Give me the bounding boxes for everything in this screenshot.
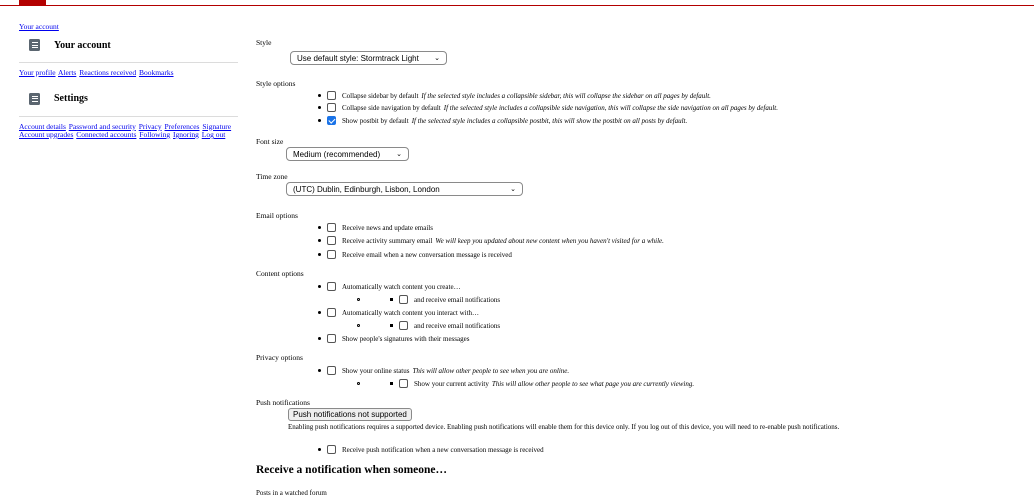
option-text: Collapse sidebar by default bbox=[342, 91, 419, 100]
option-show-postbit bbox=[318, 116, 687, 125]
link-account-upgrades[interactable]: Account upgrades bbox=[19, 130, 74, 139]
push-notifications-label: Push notifications bbox=[256, 398, 310, 407]
option-text: Show postbit by default bbox=[342, 116, 409, 125]
chevron-down-icon: ⌄ bbox=[434, 55, 440, 62]
link-preferences[interactable]: Preferences bbox=[164, 121, 200, 131]
bullet bbox=[318, 119, 321, 122]
option-online-status bbox=[318, 366, 569, 375]
settings-heading: Settings bbox=[54, 93, 88, 104]
option-text: Receive email when a new conversation message is received bbox=[342, 250, 512, 259]
circle-bullet bbox=[357, 324, 360, 327]
bullet bbox=[318, 106, 321, 109]
push-explain-text: Enabling push notifications requires a supported device. Enabling push notifications will enable them for this device only. If you log out of this device, you will need to re-enable push notifications. bbox=[288, 423, 840, 431]
watched-forum-label: Posts in a watched forum bbox=[256, 489, 327, 497]
watch-interact-email-checkbox[interactable] bbox=[399, 321, 408, 330]
font-size-select[interactable] bbox=[286, 147, 409, 161]
option-hint: We will keep you updated about new content when you haven't visited for a while. bbox=[435, 236, 664, 245]
option-hint: If the selected style includes a collapsible sidebar, this will collapse the sidebar on all pages by default. bbox=[421, 91, 711, 100]
link-privacy[interactable]: Privacy bbox=[138, 121, 162, 131]
push-notifications-button[interactable]: Push notifications not supported bbox=[288, 408, 412, 421]
option-activity-summary bbox=[318, 236, 664, 245]
account-heading: Your account bbox=[54, 39, 111, 51]
divider bbox=[19, 62, 238, 63]
link-following[interactable]: Following bbox=[139, 130, 171, 139]
bullet bbox=[318, 311, 321, 314]
account-sidebar bbox=[19, 22, 239, 140]
watch-interact-checkbox[interactable] bbox=[327, 308, 336, 317]
accent-line bbox=[0, 5, 1034, 6]
active-nav-tab[interactable] bbox=[19, 0, 46, 6]
chevron-down-icon: ⌄ bbox=[510, 186, 516, 193]
option-watch-create-email bbox=[357, 295, 500, 304]
activity-summary-checkbox[interactable] bbox=[327, 236, 336, 245]
option-conversation-email bbox=[318, 250, 512, 259]
option-text: Receive news and update emails bbox=[342, 223, 433, 232]
option-text: and receive email notifications bbox=[414, 321, 501, 330]
bullet bbox=[318, 369, 321, 372]
time-zone-select-value: (UTC) Dublin, Edinburgh, Lisbon, London bbox=[293, 185, 440, 194]
option-text: Show your current activity bbox=[414, 379, 489, 388]
link-bookmarks[interactable]: Bookmarks bbox=[138, 68, 174, 77]
collapse-side-nav-checkbox[interactable] bbox=[327, 103, 336, 112]
top-accent-bar bbox=[0, 0, 1034, 6]
account-section-header bbox=[29, 34, 239, 56]
account-links bbox=[19, 69, 239, 78]
show-signatures-checkbox[interactable] bbox=[327, 334, 336, 343]
collapse-sidebar-checkbox[interactable] bbox=[327, 91, 336, 100]
style-select[interactable] bbox=[290, 51, 447, 65]
square-bullet bbox=[390, 324, 393, 327]
watch-create-email-checkbox[interactable] bbox=[399, 295, 408, 304]
circle-bullet bbox=[357, 382, 360, 385]
bullet bbox=[318, 253, 321, 256]
option-text: Automatically watch content you interact with… bbox=[342, 308, 480, 317]
option-show-signatures bbox=[318, 334, 469, 343]
circle-bullet bbox=[357, 298, 360, 301]
push-conversation-checkbox[interactable] bbox=[327, 445, 336, 454]
link-account-details[interactable]: Account details bbox=[19, 121, 66, 131]
divider bbox=[19, 116, 238, 117]
show-postbit-checkbox[interactable] bbox=[327, 116, 336, 125]
option-watch-create bbox=[318, 282, 461, 291]
square-bullet bbox=[390, 382, 393, 385]
link-log-out[interactable]: Log out bbox=[201, 130, 226, 139]
link-reactions-received[interactable]: Reactions received bbox=[79, 68, 137, 77]
option-watch-interact bbox=[318, 308, 479, 317]
link-connected-accounts[interactable]: Connected accounts bbox=[76, 130, 137, 139]
bullet bbox=[318, 226, 321, 229]
privacy-options-label: Privacy options bbox=[256, 353, 303, 362]
content-options-label: Content options bbox=[256, 269, 304, 278]
chevron-down-icon: ⌄ bbox=[396, 151, 402, 158]
style-options-label: Style options bbox=[256, 79, 296, 88]
option-hint: If the selected style includes a collapsible postbit, this will show the postbit on all posts by default. bbox=[411, 116, 688, 125]
option-collapse-side-nav bbox=[318, 103, 778, 112]
link-ignoring[interactable]: Ignoring bbox=[173, 130, 199, 139]
settings-links bbox=[19, 123, 239, 140]
option-text: Show your online status bbox=[342, 366, 410, 375]
option-hint: This will allow other people to see what page you are currently viewing. bbox=[491, 379, 695, 388]
font-size-label: Font size bbox=[256, 137, 284, 146]
watch-create-checkbox[interactable] bbox=[327, 282, 336, 291]
style-label: Style bbox=[256, 38, 272, 47]
notification-heading: Receive a notification when someone… bbox=[256, 464, 447, 476]
option-news-emails bbox=[318, 223, 433, 232]
link-your-profile[interactable]: Your profile bbox=[19, 68, 56, 77]
link-password-security[interactable]: Password and security bbox=[68, 121, 136, 131]
document-icon bbox=[29, 39, 40, 51]
option-text: and receive email notifications bbox=[414, 295, 501, 304]
option-current-activity bbox=[357, 379, 694, 388]
bullet bbox=[318, 285, 321, 288]
square-bullet bbox=[390, 298, 393, 301]
option-collapse-sidebar bbox=[318, 91, 711, 100]
bullet bbox=[318, 239, 321, 242]
option-text: Show people's signatures with their messages bbox=[342, 334, 470, 343]
current-activity-checkbox[interactable] bbox=[399, 379, 408, 388]
news-emails-checkbox[interactable] bbox=[327, 223, 336, 232]
breadcrumb-your-account[interactable]: Your account bbox=[19, 22, 59, 31]
conversation-email-checkbox[interactable] bbox=[327, 250, 336, 259]
option-hint: This will allow other people to see when you are online. bbox=[412, 366, 570, 375]
bullet bbox=[318, 94, 321, 97]
option-text: Collapse side navigation by default bbox=[342, 103, 441, 112]
time-zone-select[interactable] bbox=[286, 182, 523, 196]
document-icon bbox=[29, 93, 40, 105]
option-text: Receive activity summary email bbox=[342, 236, 433, 245]
option-watch-interact-email bbox=[357, 321, 500, 330]
online-status-checkbox[interactable] bbox=[327, 366, 336, 375]
option-push-conversation bbox=[318, 445, 544, 454]
style-select-value: Use default style: Stormtrack Light bbox=[297, 54, 419, 63]
option-hint: If the selected style includes a collapsible side navigation, this will collapse the side navigation on all pages by default. bbox=[443, 103, 778, 112]
bullet bbox=[318, 448, 321, 451]
link-signature[interactable]: Signature bbox=[202, 121, 232, 131]
settings-section-header bbox=[29, 88, 239, 110]
email-options-label: Email options bbox=[256, 211, 298, 220]
font-size-select-value: Medium (recommended) bbox=[293, 150, 381, 159]
time-zone-label: Time zone bbox=[256, 172, 288, 181]
link-alerts[interactable]: Alerts bbox=[58, 68, 77, 77]
bullet bbox=[318, 337, 321, 340]
option-text: Receive push notification when a new conversation message is received bbox=[342, 445, 544, 454]
option-text: Automatically watch content you create… bbox=[342, 282, 461, 291]
